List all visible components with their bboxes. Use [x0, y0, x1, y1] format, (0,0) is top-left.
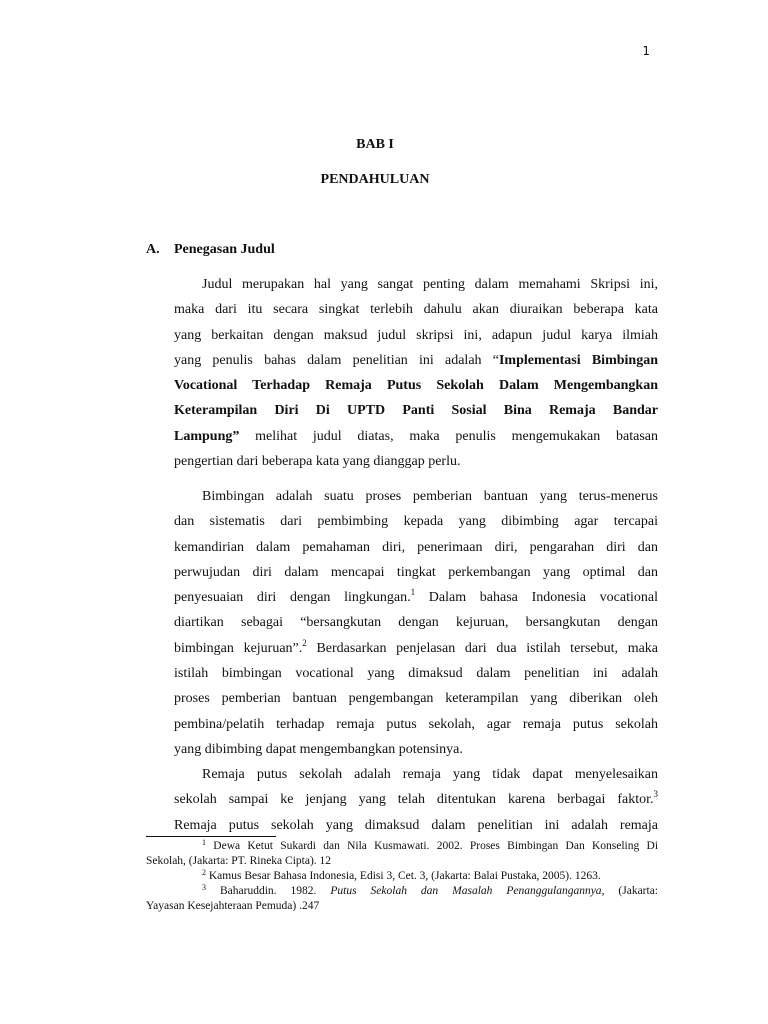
paragraph-2	[174, 484, 658, 762]
text-line: pembina/pelatih terhadap remaja putus sekolah, agar remaja putus sekolah	[174, 716, 658, 732]
bold-title-segment: Keterampilan Diri Di UPTD Panti Sosial Bina Remaja Bandar	[174, 403, 658, 419]
text-line: istilah bimbingan vocational yang dimaksud dalam penelitian ini adalah	[174, 666, 658, 682]
text-line: perwujudan diri dalam mencapai tingkat perkembangan yang optimal dan	[174, 564, 658, 580]
footnote-3-continued: Yayasan Kesejahteraan Pemuda) .247	[146, 900, 320, 912]
text-line: kemandirian dalam pemahaman diri, penerimaan diri, pengarahan diri dan	[174, 539, 658, 555]
section-letter: A.	[146, 242, 160, 257]
section-heading	[146, 242, 275, 258]
page-number: 1	[642, 44, 650, 58]
text-line: Judul merupakan hal yang sangat penting dalam memahami Skripsi ini,	[202, 277, 658, 292]
text-line	[174, 348, 658, 373]
footnote-text: , (Jakarta:	[601, 885, 659, 897]
chapter-label: BAB I	[356, 137, 394, 152]
paragraph-3	[174, 762, 658, 838]
bold-title-segment: Implementasi Bimbingan	[498, 352, 658, 368]
text-line: proses pemberian bantuan pengembangan keterampilan yang diberikan oleh	[174, 691, 658, 707]
footnote-text: Kamus Besar Bahasa Indonesia, Edisi 3, Cet. 3, (Jakarta: Balai Pustaka, 2005). 1263.	[208, 870, 601, 882]
text-segment: sekolah sampai ke jenjang yang telah ditentukan karena berbagai faktor.	[174, 792, 654, 808]
text-line	[174, 585, 658, 610]
text-segment: Dalam bahasa Indonesia vocational	[415, 590, 658, 606]
footnote-ref[interactable]: 3	[653, 789, 658, 800]
text-line: maka dari itu secara singkat terlebih dahulu akan diuraikan beberapa kata	[174, 302, 658, 318]
footnote-number: 2	[202, 868, 206, 877]
footnote-1-continued: Sekolah, (Jakarta: PT. Rineka Cipta). 12	[146, 855, 332, 867]
footnote-italic-title: Putus Sekolah dan Masalah Penanggulangannya	[330, 885, 602, 897]
text-line: diartikan sebagai “bersangkutan dengan kejuruan, bersangkutan dengan	[174, 615, 658, 631]
text-line: yang berkaitan dengan maksud judul skripsi ini, adapun judul karya ilmiah	[174, 327, 658, 343]
text-line	[174, 787, 658, 812]
text-segment: Berdasarkan penjelasan dari dua istilah tersebut, maka	[306, 640, 659, 656]
footnote-2	[146, 869, 658, 884]
text-line: Remaja putus sekolah yang dimaksud dalam penelitian ini adalah remaja	[174, 817, 658, 833]
text-line	[174, 398, 658, 423]
text-line: pengertian dari beberapa kata yang dianggap perlu.	[174, 454, 461, 470]
footnote-number: 3	[202, 883, 206, 892]
text-segment: melihat judul diatas, maka penulis mengemukakan batasan	[239, 428, 658, 444]
section-title: Penegasan Judul	[174, 242, 275, 257]
footnote-text: Dewa Ketut Sukardi dan Nila Kusmawati. 2002. Proses Bimbingan Dan Konseling Di	[213, 840, 659, 852]
text-segment: yang penulis bahas dalam penelitian ini adalah “	[174, 352, 499, 368]
text-line	[174, 424, 658, 449]
footnote-separator	[146, 836, 276, 837]
text-line	[174, 373, 658, 398]
footnote-number: 1	[202, 838, 206, 847]
chapter-title: PENDAHULUAN	[320, 172, 430, 187]
footnote-1	[146, 839, 658, 854]
text-line: yang dibimbing dapat mengembangkan potensinya.	[174, 741, 463, 757]
text-segment: penyesuaian diri dengan lingkungan.	[174, 590, 411, 606]
footnotes	[146, 839, 658, 914]
footnote-ref[interactable]: 2	[302, 637, 307, 648]
text-line: Bimbingan adalah suatu proses pemberian bantuan yang terus-menerus	[202, 489, 658, 504]
paragraph-1	[174, 272, 658, 474]
text-line: Remaja putus sekolah adalah remaja yang tidak dapat menyelesaikan	[202, 767, 658, 782]
bold-title-segment: Lampung”	[174, 428, 240, 444]
bold-title-segment: Vocational Terhadap Remaja Putus Sekolah Dalam Mengembangkan	[174, 378, 658, 394]
footnote-ref[interactable]: 1	[410, 587, 416, 598]
text-line: dan sistematis dari pembimbing kepada yang dibimbing agar tercapai	[174, 514, 658, 530]
text-segment: bimbingan kejuruan”.	[174, 640, 303, 656]
text-line	[174, 636, 658, 661]
footnote-3	[146, 884, 658, 899]
footnote-text: Baharuddin. 1982.	[219, 885, 331, 897]
